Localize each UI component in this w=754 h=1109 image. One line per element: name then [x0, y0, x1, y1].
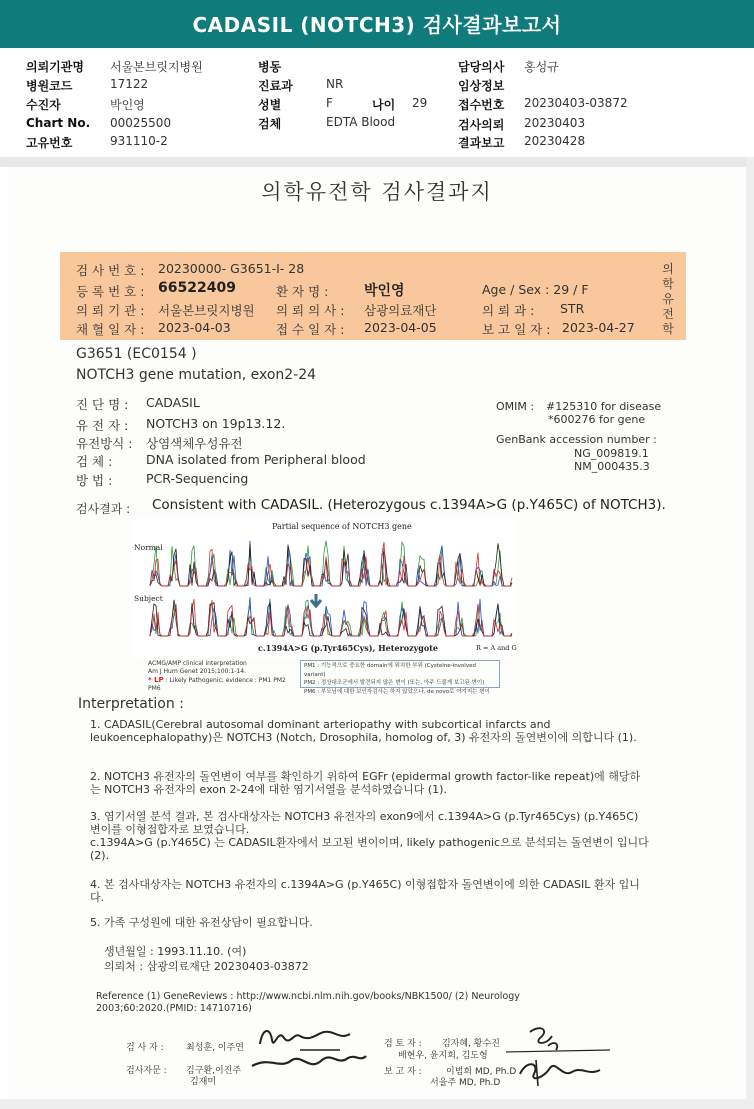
genbank-nm: NM_000435.3	[574, 460, 650, 473]
header-value: NR	[326, 77, 344, 91]
header-value: 20230403-03872	[524, 96, 628, 110]
signature-reporter-icon	[500, 1016, 620, 1090]
pm-criteria-box	[300, 660, 500, 695]
header-label: 의뢰기관명	[26, 60, 84, 74]
header-label: 진료과	[258, 79, 293, 93]
report-label: 보 고 일 자 :	[482, 322, 551, 337]
tester-label: 검 사 자 :	[126, 1043, 164, 1053]
interpretation-item: 1. CADASIL(Cerebral autosomal dominant arteriopathy with subcortical infarcts and leukoencephalopathy)은 NOTCH3 (Notch, Drosophila, homolog of, 3) 유전자의 돌연변이에 의합니다 (1).	[90, 718, 637, 744]
vertical-label: 의학유전학	[662, 262, 674, 336]
header-value: 20230428	[524, 134, 586, 148]
detail-value: CADASIL	[146, 395, 200, 410]
header-label: 검사의뢰	[458, 118, 505, 132]
test-no: 20230000- G3651-I- 28	[158, 261, 305, 276]
detail-value: 상염색체우성유전	[146, 436, 243, 451]
chromatogram	[132, 518, 516, 658]
age-label: 나이	[372, 98, 396, 112]
client: 서울본브릿지병원	[158, 303, 255, 318]
interpretation-title: Interpretation :	[78, 696, 184, 712]
header-label: 병원코드	[26, 79, 73, 93]
doctor: 삼광의료재단	[364, 303, 437, 318]
doctor-label: 의 뢰 의 사 :	[276, 303, 345, 318]
acmg-line: ACMG/AMP clinical interpretation	[148, 660, 247, 667]
interpretation-item: c.1394A>G (p.Y465C) 는 CADASIL환자에서 보고된 변이이며, likely pathogenic으로 분석되는 돌연변이 입니다 (2).	[90, 836, 649, 862]
figure-legend: R = A and G	[476, 644, 517, 652]
reg-no: 66522409	[158, 280, 236, 296]
divider	[0, 1099, 754, 1109]
header-value: 931110-2	[110, 134, 168, 148]
detail-label: 유전방식 :	[76, 436, 133, 451]
header-label: Chart No.	[26, 116, 91, 130]
reviewer-2: 김재미	[190, 1077, 217, 1087]
reg-no-label: 등 록 번 호 :	[76, 284, 145, 299]
test-code: G3651 (EC0154 )	[76, 346, 197, 362]
lp-text: : Likely Pathogenic; evidence : PM1 PM2 PM6	[148, 677, 286, 692]
signature-tester-icon	[240, 1014, 370, 1086]
figure-caption: c.1394A>G (p.Tyr465Cys), Heterozygote	[258, 643, 439, 653]
header-label: 임상정보	[458, 79, 505, 93]
omim-disease: #125310 for disease	[546, 400, 662, 413]
header-label: 병동	[258, 60, 282, 74]
birth-date: 생년월일 : 1993.11.10. (여)	[104, 945, 247, 958]
header-label: 성별	[258, 98, 282, 112]
header-value: EDTA Blood	[326, 115, 396, 129]
patient-label: 환 자 명 :	[276, 284, 329, 299]
reporter-2: 서을주 MD, Ph.D	[430, 1078, 501, 1088]
document-title: 의학유전학 검사결과지	[261, 180, 493, 204]
detail-label: 유 전 자 :	[76, 418, 129, 433]
reporter: 이범희 MD, Ph.D	[446, 1067, 517, 1077]
interpretation-item: 3. 염기서열 분석 결과, 본 검사대상자는 NOTCH3 유전자의 exon9에서 c.1394A>G (p.Tyr465Cys) (p.Y465C) 변이를 이형접합자로 보였습니다.	[90, 810, 639, 836]
collect-date: 2023-04-03	[158, 320, 231, 335]
receive-date: 2023-04-05	[364, 320, 437, 335]
result-label: 검사결과 :	[76, 502, 131, 516]
age-sex: Age / Sex : 29 / F	[482, 282, 589, 297]
checker-2: 배현우, 윤지희, 김도형	[398, 1051, 488, 1061]
pm-item: PM1 : 기능적으로 중요한 domain에 위치한 부위 (Cysteine-involved variant)	[304, 663, 476, 678]
reviewer-label: 검사자문 :	[126, 1066, 167, 1076]
acmg-line: Am J Hum Genet 2015;100:1-14.	[148, 668, 246, 675]
test-no-label: 검 사 번 호 :	[76, 263, 145, 278]
reporter-label: 보 고 자 :	[384, 1067, 422, 1077]
reference: Reference (1) GeneReviews : http://www.ncbi.nlm.nih.gov/books/NBK1500/ (2) Neurology 2003;60:2020.(PMID: 14710716)	[96, 991, 520, 1014]
dept-label: 의 뢰 과 :	[482, 303, 535, 318]
pm-item: PM6 : 부모님에 대한 보인자검사는 하지 않았으나, de novo로 여겨지는 변이	[304, 688, 490, 695]
referrer: 의뢰처 : 삼광의료재단 20230403-03872	[104, 960, 309, 973]
checker-label: 검 토 자 :	[384, 1039, 422, 1049]
header-value: 20230403	[524, 116, 586, 130]
mutation-arrow-icon	[311, 594, 321, 606]
detail-label: 방 법 :	[76, 473, 113, 488]
checker: 김자혜, 황수진	[442, 1039, 500, 1049]
divider	[746, 157, 754, 1109]
age-value: 29	[412, 96, 428, 110]
pm-item: PM2 : 정상대조군에서 발견되지 않은 변이 (또는, 아주 드물게 보고된 변이)	[304, 680, 485, 686]
detail-value: PCR-Sequencing	[146, 471, 249, 486]
header-value: 박인영	[110, 98, 145, 112]
header-value: 00025500	[110, 116, 172, 130]
genbank-ng: NG_009819.1	[574, 447, 649, 460]
omim-gene: *600276 for gene	[548, 413, 646, 426]
header-value: 17122	[110, 77, 149, 91]
lp-mark: * LP	[148, 676, 164, 684]
interpretation-item: 4. 본 검사대상자는 NOTCH3 유전자의 c.1394A>G (p.Y465C) 이형접합자 돌연변이에 의한 CADASIL 환자 입니다.	[90, 878, 640, 904]
collect-label: 채 혈 일 자 :	[76, 322, 145, 337]
header-label: 접수번호	[458, 98, 505, 112]
interpretation-item: 2. NOTCH3 유전자의 돌연변이 여부를 확인하기 위하여 EGFr (epidermal growth factor-like repeat)에 해당하는 NOTCH3 유전자의 exon 2-24에 대한 염기서열을 분석하였습니다 (1).	[90, 770, 641, 796]
subject-label: Subject	[134, 594, 163, 603]
report-date: 2023-04-27	[562, 320, 635, 335]
detail-value: NOTCH3 on 19p13.12.	[146, 416, 286, 431]
patient-name: 박인영	[364, 283, 405, 299]
detail-label: 검 체 :	[76, 454, 113, 469]
figure-title: Partial sequence of NOTCH3 gene	[272, 522, 412, 531]
genbank-label: GenBank accession number :	[496, 433, 657, 446]
omim-label: OMIM :	[496, 400, 535, 413]
header-label: 수진자	[26, 98, 61, 112]
receive-label: 접 수 일 자 :	[276, 322, 345, 337]
report-title: CADASIL (NOTCH3) 검사결과보고서	[0, 0, 754, 48]
header-label: 담당의사	[458, 60, 505, 74]
header-label: 고유번호	[26, 136, 73, 150]
header-label: 결과보고	[458, 136, 505, 150]
detail-label: 진 단 명 :	[76, 397, 129, 412]
tester: 최성훈, 이주연	[186, 1043, 244, 1053]
header-value: 홍성규	[524, 60, 559, 74]
divider	[0, 157, 754, 167]
normal-trace	[150, 541, 512, 586]
header-value: 서울본브릿지병원	[110, 60, 203, 74]
detail-value: DNA isolated from Peripheral blood	[146, 452, 366, 467]
header-value: F	[326, 96, 333, 110]
reviewer: 김구환,이진주	[186, 1066, 242, 1076]
header-label: 검체	[258, 117, 282, 131]
sequence-figure	[132, 518, 516, 658]
normal-label: Normal	[134, 543, 163, 552]
header-info	[0, 52, 754, 152]
result-text: Consistent with CADASIL. (Heterozygous c.1394A>G (p.Y465C) of NOTCH3).	[152, 497, 666, 513]
client-label: 의 뢰 기 관 :	[76, 303, 145, 318]
test-name: NOTCH3 gene mutation, exon2-24	[76, 367, 317, 383]
interpretation-item: 5. 가족 구성원에 대한 유전상담이 필요합니다.	[90, 916, 313, 929]
acmg-note	[148, 660, 298, 692]
subject-trace	[150, 597, 512, 636]
dept: STR	[560, 301, 585, 316]
